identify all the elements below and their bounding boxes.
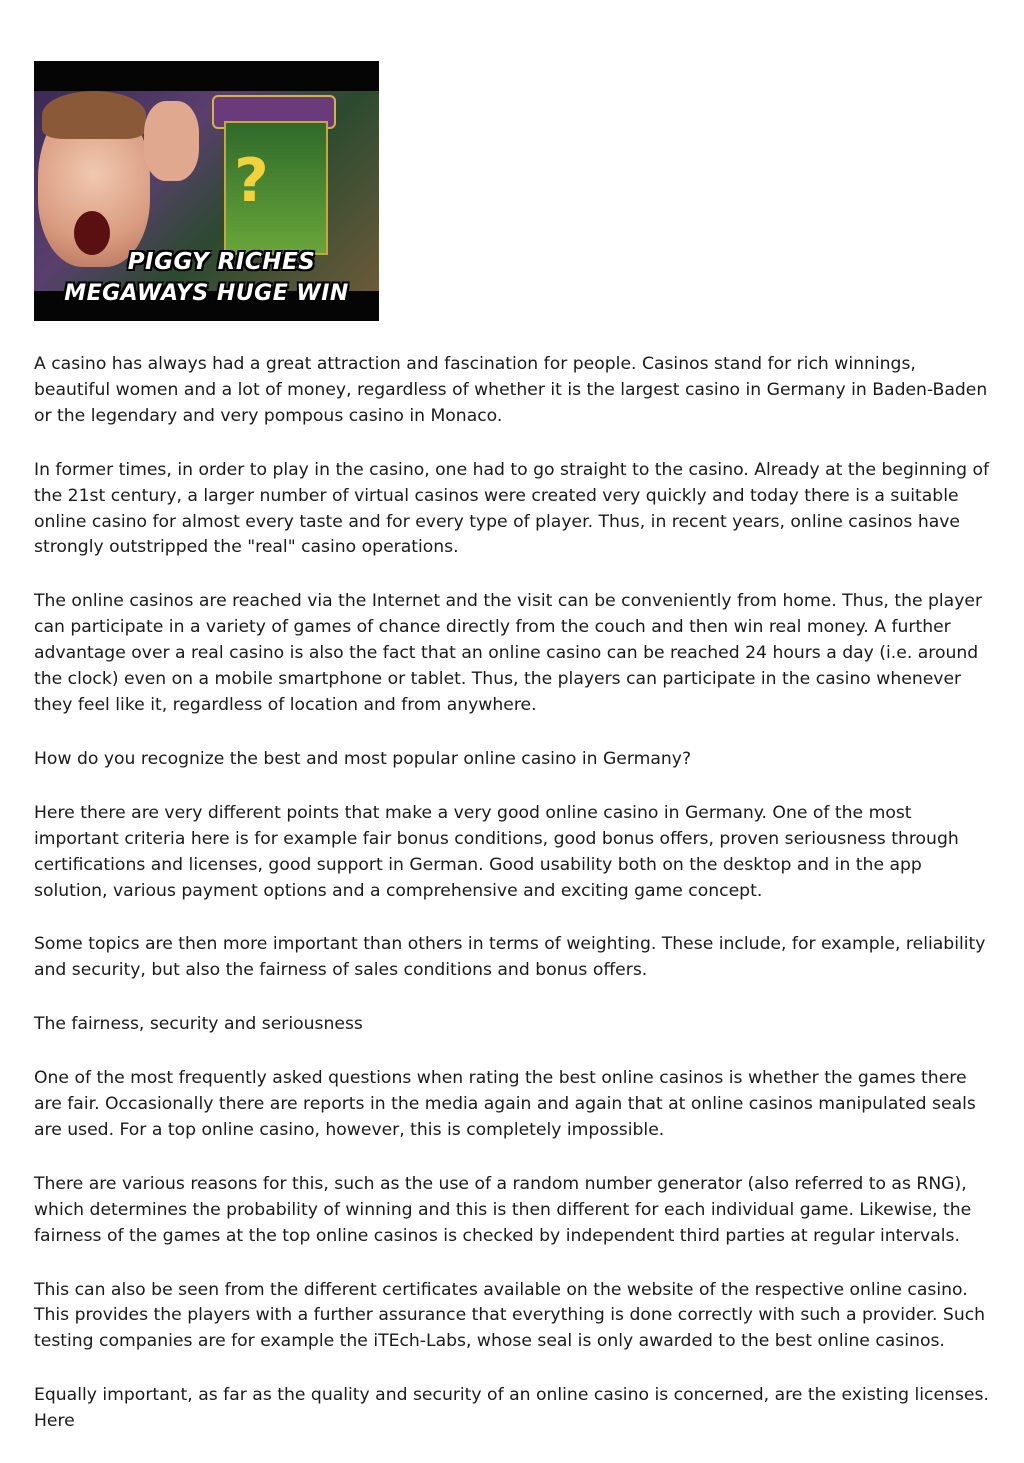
paragraph-5: Here there are very different points that make a very good online casino in Germany. One of the most important criteria here is for example fair bonus conditions, good bonus offers, proven seriousness through certifications and licenses, good support in German. Good usability both on the desktop and in the app solution, various payment options and a comprehensive and exciting game concept. [34,802,959,901]
paragraph-8: One of the most frequently asked questions when rating the best online casinos is whether the games there are fair. Occasionally there are reports in the media again and again that at online casinos manipulated seals are used. For a top online casino, however, this is completely impossible. [34,1068,976,1140]
video-thumbnail[interactable] [34,61,379,321]
paragraph-7: The fairness, security and seriousness [34,1014,363,1035]
paragraph-6: Some topics are then more important than others in terms of weighting. These include, for example, reliability and security, but also the fairness of sales conditions and bonus offers. [34,934,986,981]
article-body [34,352,994,1435]
thumbnail-title-line1: PIGGY RICHES [127,249,316,275]
thumbnail-scene [34,91,379,306]
paragraph-11: Equally important, as far as the quality and security of an online casino is concerned, are the existing licenses. Here [34,1385,989,1432]
question-mark-icon: ? [234,146,269,216]
document-page [34,61,994,1463]
paragraph-10: This can also be seen from the different certificates available on the website of the respective online casino. This provides the players with a further assurance that everything is done correctly with such a provider. Such testing companies are for example the iTEch-Labs, whose seal is only awarded to the best online casinos. [34,1279,986,1352]
thumbnail-title-line2: MEGAWAYS HUGE WIN [64,281,349,306]
person-hair-illustration [42,91,146,139]
paragraph-1: A casino has always had a great attraction and fascination for people. Casinos stand for rich winnings, beautiful women and a lot of money, regardless of whether it is the largest casino in Germany in Baden-Baden or the legendary and very pompous casino in Monaco. [34,354,988,426]
paragraph-4: How do you recognize the best and most popular online casino in Germany? [34,748,692,769]
paragraph-3: The online casinos are reached via the Internet and the visit can be conveniently from home. Thus, the player can participate in a variety of games of chance directly from the couch and then win real money. A further advantage over a real casino is also the fact that an online casino can be reached 24 hours a day (i.e. around the clock) even on a mobile smartphone or tablet. Thus, the players can participate in the casino whenever they feel like it, regardless of location and from anywhere. [34,591,983,715]
person-hand-illustration [144,101,199,181]
paragraph-9: There are various reasons for this, such as the use of a random number generator (also referred to as RNG), which determines the probability of winning and this is then different for each individual game. Likewise, the fairness of the games at the top online casinos is checked by independent third parties at regular intervals. [34,1173,972,1246]
paragraph-2: In former times, in order to play in the casino, one had to go straight to the casino. Already at the beginning of the 21st century, a larger number of virtual casinos were created very quickly and today there is a suitable online casino for almost every taste and for every type of player. Thus, in recent years, online casinos have strongly outstripped the "real" casino operations. [34,459,990,558]
